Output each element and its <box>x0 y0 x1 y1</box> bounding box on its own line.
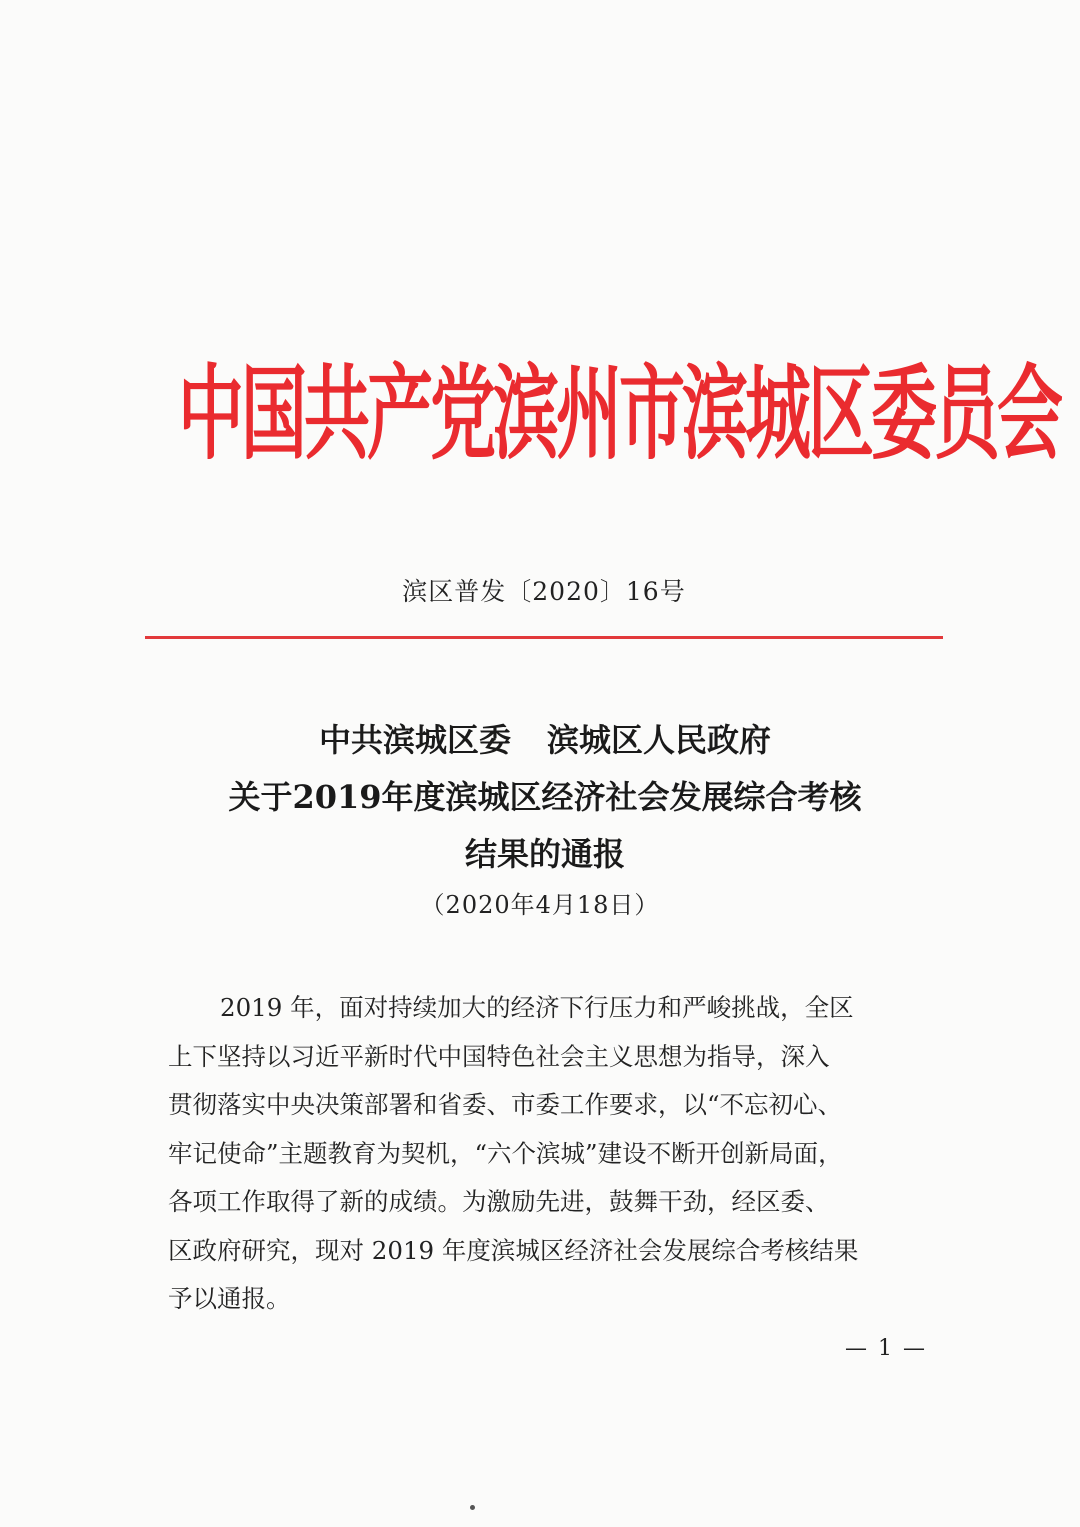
body-line: 牢记使命”主题教育为契机，“六个滨城”建设不断开创新局面， <box>168 1138 843 1168</box>
issue-date: （2020年4月18日） <box>420 891 660 919</box>
body-paragraph <box>168 984 928 1324</box>
title-issuer-government: 滨城区人民政府 <box>547 721 772 759</box>
document-number: 滨区普发〔2020〕16号 <box>402 577 686 606</box>
title-line-1 <box>130 712 960 769</box>
title-line-2: 关于2019年度滨城区经济社会发展综合考核 <box>228 778 862 816</box>
document-title <box>130 712 960 883</box>
body-line: 2019 年，面对持续加大的经济下行压力和严峻挑战，全区 <box>220 993 854 1022</box>
red-separator-line <box>145 636 943 639</box>
body-line: 予以通报。 <box>168 1284 291 1313</box>
body-line: 区政府研究，现对 2019 年度滨城区经济社会发展综合考核结果 <box>168 1235 859 1265</box>
title-line-3: 结果的通报 <box>464 835 625 873</box>
scan-speck <box>470 1505 475 1510</box>
title-issuer-party: 中共滨城区委 <box>318 721 511 759</box>
body-line: 贯彻落实中央决策部署和省委、市委工作要求，以“不忘初心、 <box>168 1090 843 1119</box>
body-line: 上下坚持以习近平新时代中国特色社会主义思想为指导，深入 <box>168 1041 830 1071</box>
page-number: — 1 — <box>845 1336 927 1361</box>
issuing-authority-header: 中国共产党滨州市滨城区委员会 <box>178 354 1060 474</box>
body-line: 各项工作取得了新的成绩。为激励先进，鼓舞干劲，经区委、 <box>168 1187 830 1216</box>
